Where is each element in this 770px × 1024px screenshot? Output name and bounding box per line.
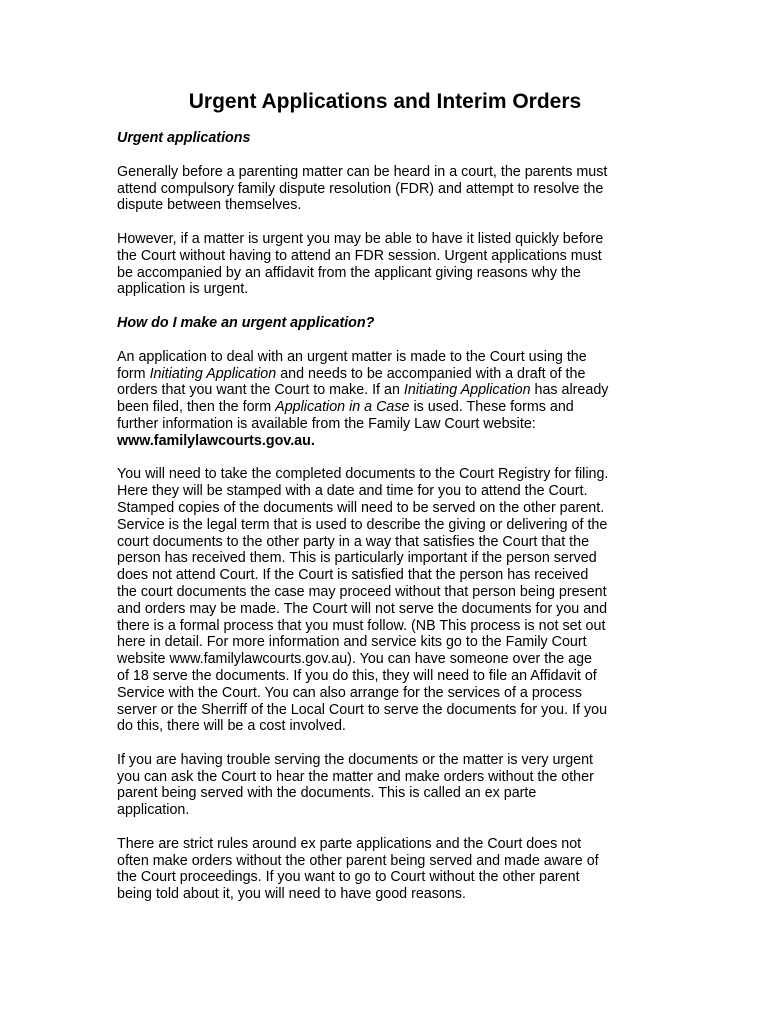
website-link[interactable]: www.familylawcourts.gov.au. bbox=[117, 432, 315, 449]
paragraph-urgent-matter bbox=[117, 231, 662, 298]
text-line: attend compulsory family dispute resolution (FDR) and attempt to resolve the bbox=[117, 180, 604, 197]
text-line: application is urgent. bbox=[117, 281, 249, 298]
text-line: You will need to take the completed documents to the Court Registry for filing. bbox=[117, 466, 609, 483]
text-line: do this, there will be a cost involved. bbox=[117, 718, 346, 735]
text-line: If you are having trouble serving the documents or the matter is very urgent bbox=[117, 751, 594, 768]
text-line: An application to deal with an urgent matter is made to the Court using the bbox=[117, 348, 587, 365]
text-line: of 18 serve the documents. If you do this, they will need to file an Affidavit of bbox=[117, 667, 597, 684]
text-line: server or the Sherriff of the Local Court to serve the documents for you. If you bbox=[117, 701, 608, 718]
text-line: been filed, then the form Application in a Case is used. These forms and bbox=[117, 399, 574, 416]
text-line: being told about it, you will need to have good reasons. bbox=[117, 886, 466, 903]
text-line: Service with the Court. You can also arrange for the services of a process bbox=[117, 684, 582, 701]
text-line: Service is the legal term that is used to describe the giving or delivering of the bbox=[117, 516, 608, 533]
paragraph-application-forms bbox=[117, 349, 662, 450]
text-line: orders that you want the Court to make. If an Initiating Application has already bbox=[117, 382, 609, 399]
text-line: does not attend Court. If the Court is satisfied that the person has received bbox=[117, 567, 589, 584]
form-name-application-in-a-case: Application in a Case bbox=[275, 399, 410, 416]
text-line: you can ask the Court to hear the matter and make orders without the other bbox=[117, 768, 594, 785]
text-line: person has received them. This is particularly important if the person served bbox=[117, 550, 597, 567]
text-line: form Initiating Application and needs to be accompanied with a draft of the bbox=[117, 365, 586, 382]
text-line: application. bbox=[117, 802, 190, 819]
text-line: court documents to the other party in a way that satisfies the Court that the bbox=[117, 533, 590, 550]
text-line: there is a formal process that you must follow. (NB This process is not set out bbox=[117, 617, 606, 634]
text-line: However, if a matter is urgent you may be able to have it listed quickly before bbox=[117, 230, 604, 247]
document-page bbox=[117, 88, 662, 903]
text-line: the Court proceedings. If you want to go to Court without the other parent bbox=[117, 869, 580, 886]
section-heading-how-to-apply: How do I make an urgent application? bbox=[117, 314, 375, 331]
text-line: dispute between themselves. bbox=[117, 197, 302, 214]
paragraph-service bbox=[117, 466, 662, 735]
page-title: Urgent Applications and Interim Orders bbox=[188, 90, 582, 113]
text-line: here in detail. For more information and service kits go to the Family Court bbox=[117, 634, 587, 651]
text-line: There are strict rules around ex parte applications and the Court does not bbox=[117, 835, 582, 852]
form-name-initiating-application: Initiating Application bbox=[403, 382, 531, 399]
text-line: the Court without having to attend an FDR session. Urgent applications must bbox=[117, 247, 602, 264]
paragraph-ex-parte bbox=[117, 752, 662, 819]
text-line: the court documents the case may proceed without that person being present bbox=[117, 583, 607, 600]
text-line: be accompanied by an affidavit from the applicant giving reasons why the bbox=[117, 264, 581, 281]
text-line: and orders may be made. The Court will not serve the documents for you and bbox=[117, 600, 608, 617]
text-line: Stamped copies of the documents will need to be served on the other parent. bbox=[117, 499, 605, 516]
text-line: Generally before a parenting matter can be heard in a court, the parents must bbox=[117, 163, 608, 180]
paragraph-fdr bbox=[117, 164, 662, 214]
section-heading-urgent-applications: Urgent applications bbox=[117, 130, 251, 146]
text-line: often make orders without the other parent being served and made aware of bbox=[117, 852, 599, 869]
text-line: further information is available from the Family Law Court website: bbox=[117, 415, 536, 432]
text-line: Here they will be stamped with a date and time for you to attend the Court. bbox=[117, 483, 588, 500]
text-line: parent being served with the documents. This is called an ex parte bbox=[117, 785, 537, 802]
text-line: website www.familylawcourts.gov.au). You can have someone over the age bbox=[117, 651, 592, 668]
form-name-initiating-application: Initiating Application bbox=[149, 365, 277, 382]
paragraph-strict-rules bbox=[117, 836, 662, 903]
